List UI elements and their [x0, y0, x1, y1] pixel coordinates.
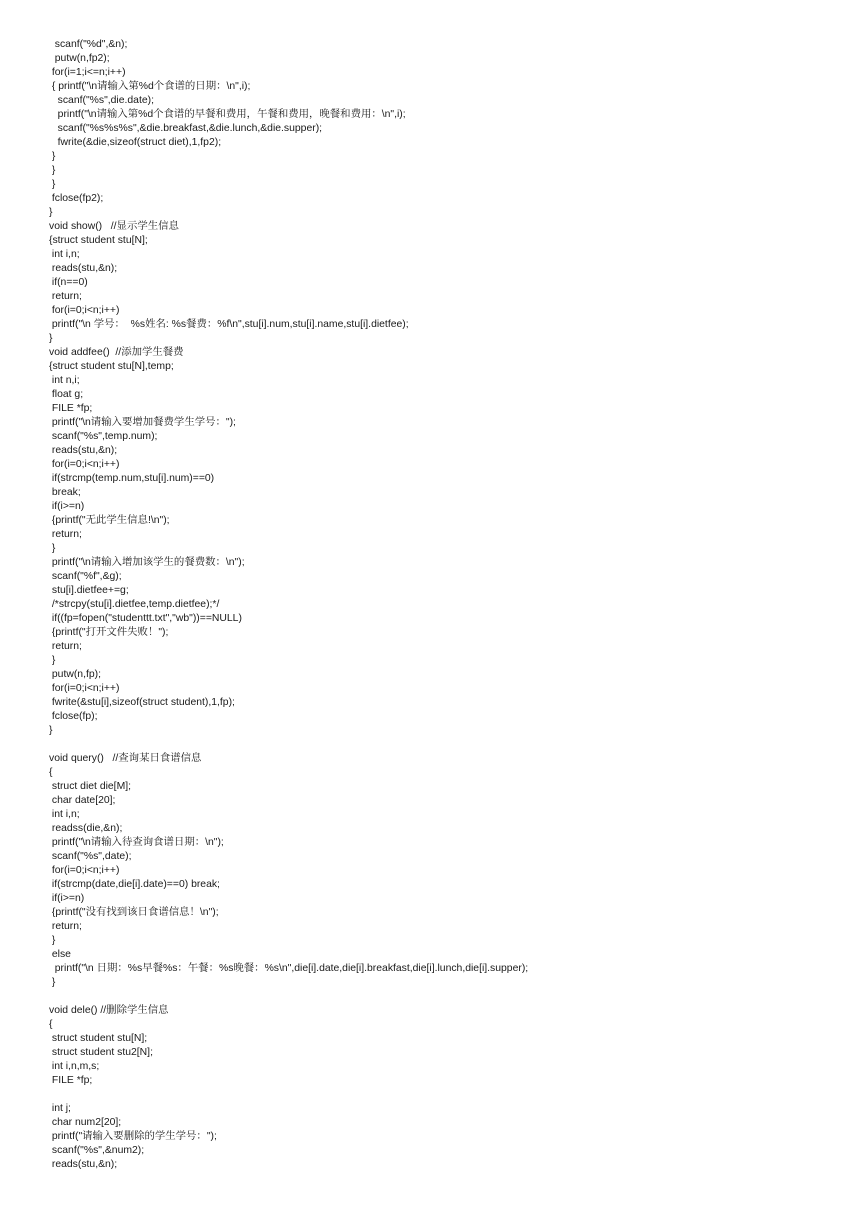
code-line: putw(n,fp); [49, 669, 101, 680]
code-line: reads(stu,&n); [49, 445, 118, 456]
code-line: if(i>=n) [49, 501, 85, 512]
code-line: /*strcpy(stu[i].dietfee,temp.dietfee);*/ [49, 599, 220, 610]
code-line: int n,i; [49, 375, 80, 386]
code-line: printf("\n请输入增加该学生的餐费数：\n"); [49, 557, 245, 568]
code-line: struct diet die[M]; [49, 781, 131, 792]
code-line: } [49, 725, 53, 736]
code-line: fwrite(&stu[i],sizeof(struct student),1,fp); [49, 697, 235, 708]
code-line: struct student stu[N]; [49, 1033, 148, 1044]
code-line: break; [49, 487, 81, 498]
code-line: for(i=0;i<n;i++) [49, 865, 120, 876]
code-line: for(i=0;i<n;i++) [49, 683, 120, 694]
code-line: int i,n; [49, 809, 80, 820]
code-line: for(i=0;i<n;i++) [49, 305, 120, 316]
code-line: fclose(fp2); [49, 193, 104, 204]
code-line: { [49, 1019, 53, 1030]
code-line: } [49, 207, 53, 218]
code-line [49, 1088, 849, 1102]
code-line: printf("\n 日期：%s早餐%s：午餐：%s晚餐：%s\n",die[i].date,die[i].breakfast,die[i].lunch,die[i].supper); [49, 963, 529, 974]
code-line: if(strcmp(temp.num,stu[i].num)==0) [49, 473, 215, 484]
code-line: } [49, 655, 56, 666]
code-line: } [49, 935, 56, 946]
code-line: for(i=1;i<=n;i++) [49, 67, 126, 78]
code-line: fwrite(&die,sizeof(struct diet),1,fp2); [49, 137, 222, 148]
code-line: } [49, 543, 56, 554]
code-line: scanf("%s",die.date); [49, 95, 154, 106]
code-line: printf("\n请输入要增加餐费学生学号："); [49, 417, 236, 428]
code-line: scanf("%f",&g); [49, 571, 122, 582]
code-line: struct student stu2[N]; [49, 1047, 153, 1058]
code-line: float g; [49, 389, 84, 400]
code-line: {printf("打开文件失败！"); [49, 627, 169, 638]
code-line: printf("\n请输入待查询食谱日期：\n"); [49, 837, 224, 848]
code-line: printf("\n 学号： %s姓名: %s餐费：%f\n",stu[i].num,stu[i].name,stu[i].dietfee); [49, 319, 409, 330]
code-line: char num2[20]; [49, 1117, 122, 1128]
code-line: } [49, 165, 56, 176]
code-line: scanf("%s",date); [49, 851, 132, 862]
code-line: fclose(fp); [49, 711, 98, 722]
code-line: int i,n; [49, 249, 80, 260]
code-line: } [49, 977, 56, 988]
code-document [49, 38, 849, 1172]
code-line: scanf("%d",&n); [49, 39, 128, 50]
code-line: void show() //显示学生信息 [49, 221, 179, 232]
code-line: if(i>=n) [49, 893, 85, 904]
code-line: printf("\n请输入第%d个食谱的早餐和费用，午餐和费用，晚餐和费用：\n",i); [49, 109, 406, 120]
code-line: return; [49, 921, 82, 932]
code-line: } [49, 333, 53, 344]
code-line: reads(stu,&n); [49, 1159, 118, 1170]
code-line: scanf("%s",temp.num); [49, 431, 158, 442]
code-line: { printf("\n请输入第%d个食谱的日期：\n",i); [49, 81, 251, 92]
code-line: char date[20]; [49, 795, 116, 806]
code-line: FILE *fp; [49, 403, 93, 414]
code-line: scanf("%s%s%s",&die.breakfast,&die.lunch,&die.supper); [49, 123, 323, 134]
code-line: void addfee() //添加学生餐费 [49, 347, 184, 358]
code-line: reads(stu,&n); [49, 263, 118, 274]
code-line: return; [49, 529, 82, 540]
code-line: for(i=0;i<n;i++) [49, 459, 120, 470]
code-line [49, 738, 849, 752]
code-line: } [49, 179, 56, 190]
code-line: else [49, 949, 71, 960]
code-line: {printf("无此学生信息!\n"); [49, 515, 170, 526]
code-line: return; [49, 641, 82, 652]
code-line: printf("请输入要删除的学生学号："); [49, 1131, 217, 1142]
code-line: { [49, 767, 53, 778]
code-line: if(strcmp(date,die[i].date)==0) break; [49, 879, 220, 890]
code-line: int j; [49, 1103, 71, 1114]
code-line: void query() //查询某日食谱信息 [49, 753, 202, 764]
code-line: FILE *fp; [49, 1075, 93, 1086]
code-line: if(n==0) [49, 277, 88, 288]
code-line: } [49, 151, 56, 162]
code-line: void dele() //删除学生信息 [49, 1005, 169, 1016]
code-line: putw(n,fp2); [49, 53, 110, 64]
code-line: {struct student stu[N],temp; [49, 361, 174, 372]
code-line [49, 990, 849, 1004]
code-line: if((fp=fopen("studenttt.txt","wb"))==NULL) [49, 613, 242, 624]
code-line: readss(die,&n); [49, 823, 123, 834]
code-line: {struct student stu[N]; [49, 235, 148, 246]
code-line: scanf("%s",&num2); [49, 1145, 145, 1156]
code-line: return; [49, 291, 82, 302]
code-line: {printf("没有找到该日食谱信息！\n"); [49, 907, 219, 918]
code-line: stu[i].dietfee+=g; [49, 585, 129, 596]
code-line: int i,n,m,s; [49, 1061, 100, 1072]
